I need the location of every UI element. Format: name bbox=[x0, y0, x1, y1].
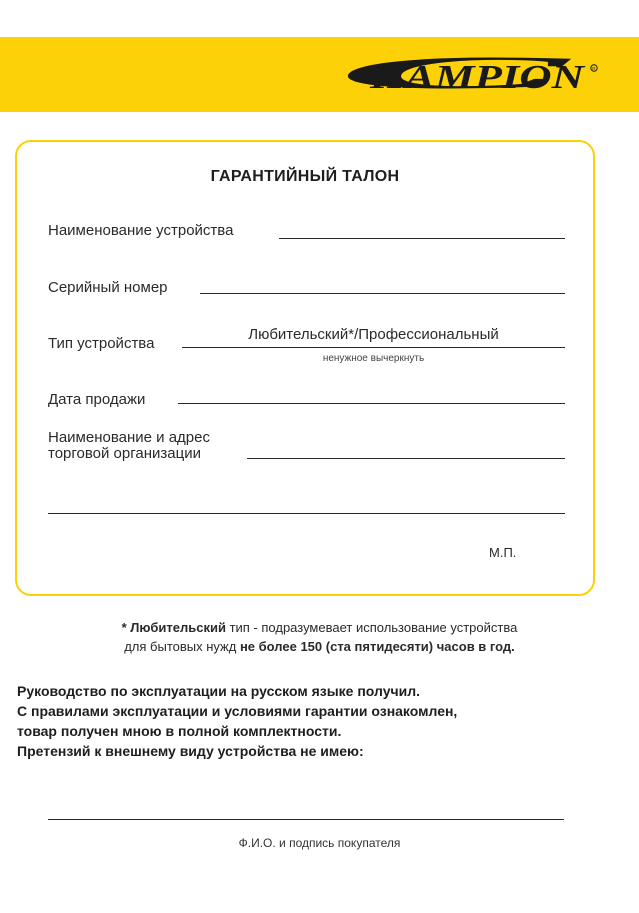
card-title: ГАРАНТИЙНЫЙ ТАЛОН bbox=[210, 168, 400, 185]
seller-label-line2: торговой организации bbox=[48, 445, 201, 462]
ack-line: Претензий к внешнему виду устройства не имею: bbox=[17, 743, 364, 759]
serial-line[interactable] bbox=[200, 293, 565, 294]
device-name-label: Наименование устройства bbox=[48, 222, 234, 239]
ack-line: товар получен мною в полной комплектности. bbox=[17, 723, 342, 739]
device-type-label: Тип устройства bbox=[48, 335, 155, 352]
sale-date-label: Дата продажи bbox=[48, 391, 146, 408]
sale-date-line[interactable] bbox=[178, 403, 565, 404]
serial-label: Серийный номер bbox=[48, 279, 168, 296]
footnote-text-2: для бытовых нужд bbox=[124, 639, 240, 654]
device-type-hint: ненужное вычеркнуть bbox=[322, 353, 425, 364]
signature-line[interactable] bbox=[48, 819, 564, 820]
device-type-line[interactable] bbox=[182, 347, 565, 348]
footnote-text-1: тип - подразумевает использование устройства bbox=[225, 620, 518, 635]
warranty-card bbox=[15, 140, 595, 596]
ack-line: Руководство по эксплуатации на русском языке получил. bbox=[17, 683, 421, 699]
seller-line-1[interactable] bbox=[247, 458, 565, 459]
ack-line: С правилами эксплуатации и условиями гарантии ознакомлен, bbox=[17, 703, 458, 719]
svg-text:HAMPION: HAMPION bbox=[368, 59, 586, 96]
svg-text:R: R bbox=[592, 66, 596, 71]
seller-line-2[interactable] bbox=[48, 513, 565, 514]
svg-text:C: C bbox=[336, 48, 578, 98]
acknowledgement-block bbox=[17, 681, 617, 761]
signature-caption: Ф.И.О. и подпись покупателя bbox=[238, 836, 401, 850]
footnote-bold-2: не более 150 (ста пятидесяти) часов в год. bbox=[239, 639, 515, 654]
seller-label-line1: Наименование и адрес bbox=[48, 429, 210, 446]
stamp-mark: М.П. bbox=[489, 545, 517, 560]
footnote-bold-1: * Любительский bbox=[121, 620, 226, 635]
device-name-line[interactable] bbox=[279, 238, 565, 239]
footnote bbox=[0, 618, 639, 656]
champion-logo bbox=[334, 48, 602, 98]
device-type-value: Любительский*/Профессиональный bbox=[248, 326, 499, 343]
